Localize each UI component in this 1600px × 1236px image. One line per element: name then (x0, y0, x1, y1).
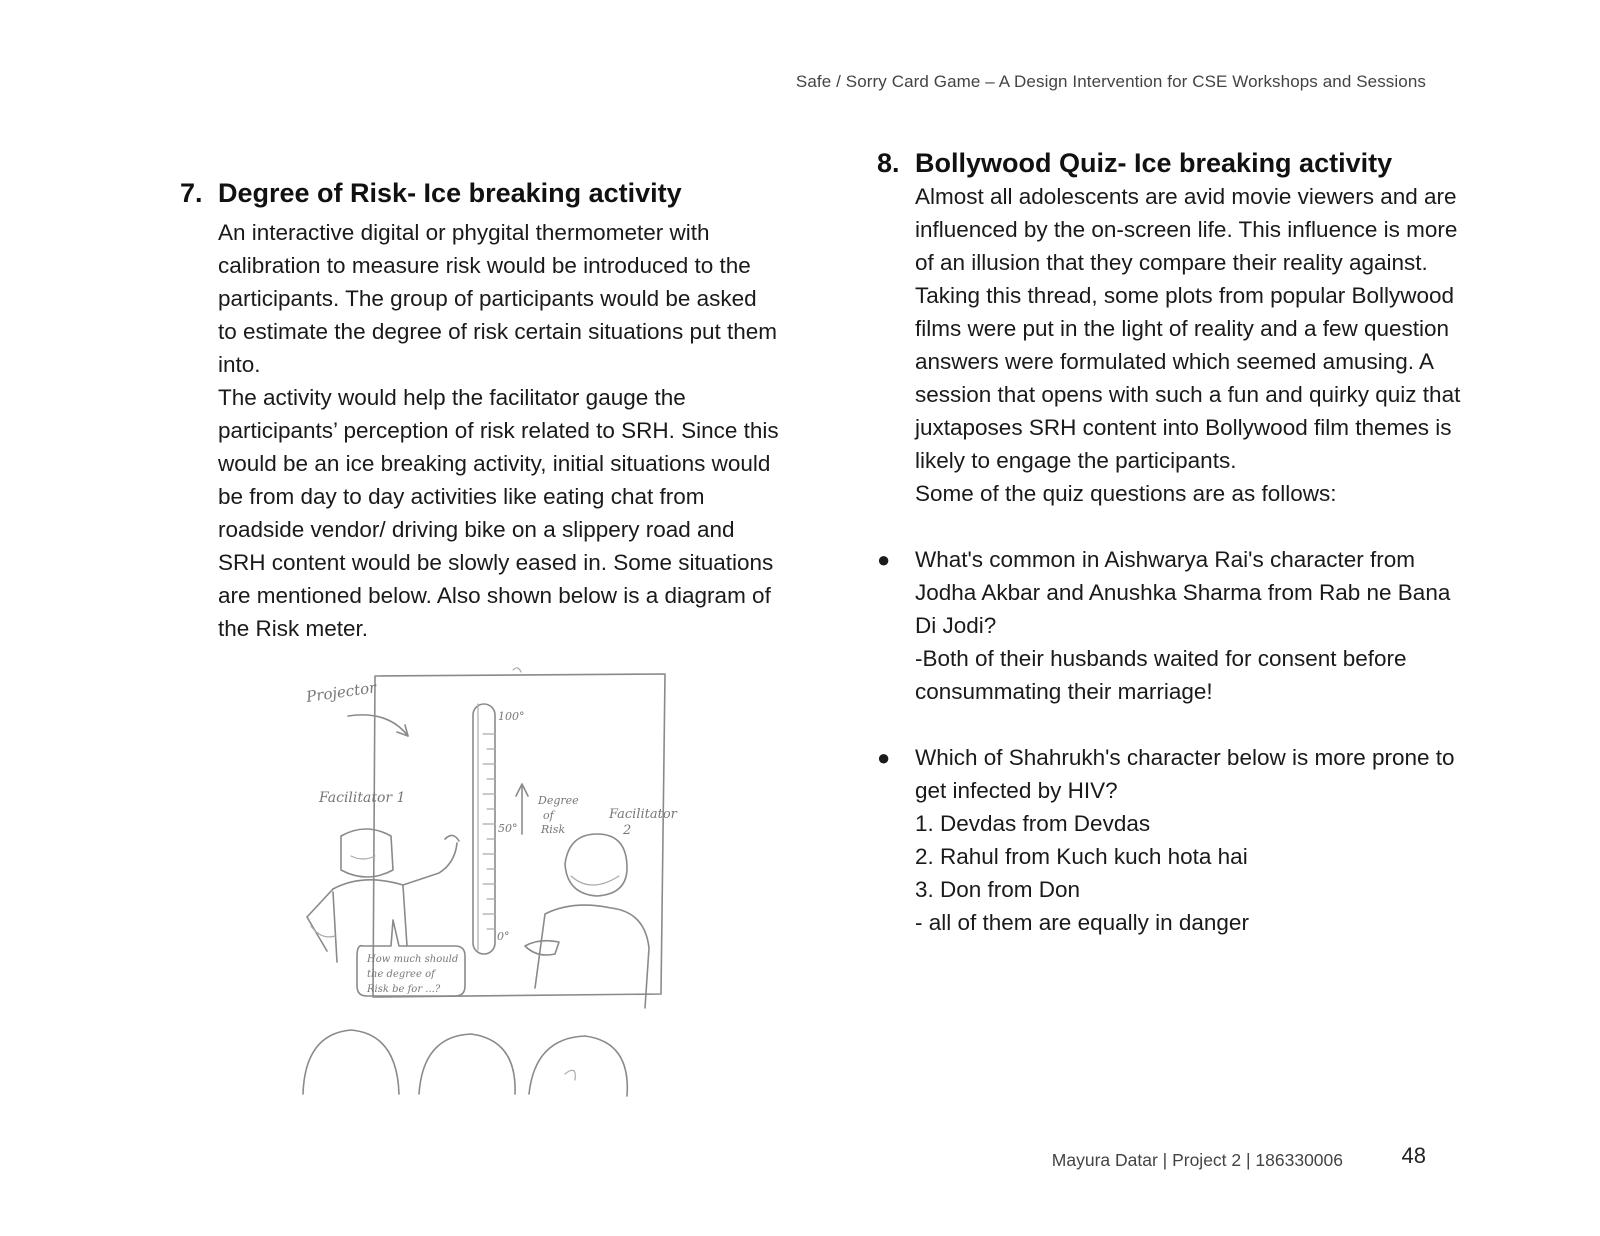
quiz-question: What's common in Aishwarya Rai's character from Jodha Akbar and Anushka Sharma from Rab ne Bana Di Jodi? (915, 547, 1451, 638)
bullet: ● (877, 745, 891, 770)
section-number: 7. (180, 178, 203, 208)
quiz-option: 2. Rahul from Kuch kuch hota hai (915, 844, 1248, 869)
facilitator-2-label: Facilitator (609, 807, 677, 822)
facilitator-1-figure (307, 829, 459, 962)
tick-50-label: 50° (498, 822, 518, 835)
thermometer-ticks (483, 734, 495, 929)
section-heading (180, 176, 780, 210)
footer-author-line: Mayura Datar | Project 2 | 186330006 (1051, 1150, 1343, 1170)
list-item (877, 741, 1467, 939)
facilitator-1-label: Facilitator 1 (319, 790, 406, 806)
list-item (877, 543, 1467, 708)
tick-0-label: 0° (497, 930, 510, 943)
thermometer (473, 704, 495, 954)
quiz-question: Which of Shahrukh's character below is more prone to get infected by HIV? (915, 745, 1455, 803)
degree-risk-label: Risk (541, 823, 566, 836)
quiz-list (877, 543, 1467, 939)
section-title: Bollywood Quiz- Ice breaking activity (915, 148, 1393, 178)
facilitator-2-number: 2 (623, 823, 632, 838)
risk-meter-illustration (293, 664, 693, 1124)
paragraph: Some of the quiz questions are as follows: (915, 481, 1337, 506)
section-title: Degree of Risk- Ice breaking activity (218, 178, 682, 208)
page-number: 48 (1401, 1143, 1426, 1168)
quiz-answer: - all of them are equally in danger (915, 910, 1249, 935)
degree-label: Degree (538, 794, 579, 807)
section-number: 8. (877, 148, 900, 178)
running-header: Safe / Sorry Card Game – A Design Intervention for CSE Workshops and Sessions (795, 72, 1426, 91)
facilitator-2-figure (525, 834, 649, 1008)
quiz-answer: -Both of their husbands waited for consent before consummating their marriage! (915, 646, 1407, 704)
bubble-line-2: the degree of (367, 969, 435, 980)
paragraph: An interactive digital or phygital thermometer with calibration to measure risk would be introduced to the participants. The group of participants would be asked to estimate the degree of risk certain situations put them into. (218, 220, 778, 377)
risk-meter-sketch (293, 664, 693, 1124)
paragraph: The activity would help the facilitator gauge the participants’ perception of risk related to SRH. Since this would be an ice breaking activity, initial situations would be from day to day activities like eating chat from roadside vendor/ driving bike on a slippery road and SRH content would be slowly eased in. Some situations are mentioned below. Also shown below is a diagram of the Risk meter. (218, 385, 779, 641)
audience-heads (303, 1030, 627, 1096)
projector-label: Projector (305, 678, 378, 706)
tick-100-label: 100° (498, 710, 525, 723)
bullet: ● (877, 547, 891, 572)
degree-of-label: of (543, 809, 554, 822)
bubble-line-3: Risk be for ...? (367, 984, 441, 995)
section-bollywood-quiz (877, 146, 1467, 939)
quiz-option: 3. Don from Don (915, 877, 1081, 902)
section-degree-of-risk (180, 176, 780, 645)
section-body (915, 180, 1467, 510)
section-body (218, 216, 780, 645)
paragraph: Almost all adolescents are avid movie viewers and are influenced by the on-screen life. This influence is more of an illusion that they compare their reality against. Taking this thread, some plots from popular Bollywood films were put in the light of reality and a few question answers were formulated which seemed amusing. A session that opens with such a fun and quirky quiz that juxtaposes SRH content into Bollywood film themes is likely to engage the participants. (915, 184, 1461, 473)
section-heading (877, 146, 1467, 180)
bubble-line-1: How much should (367, 954, 459, 965)
quiz-option: 1. Devdas from Devdas (915, 811, 1151, 836)
